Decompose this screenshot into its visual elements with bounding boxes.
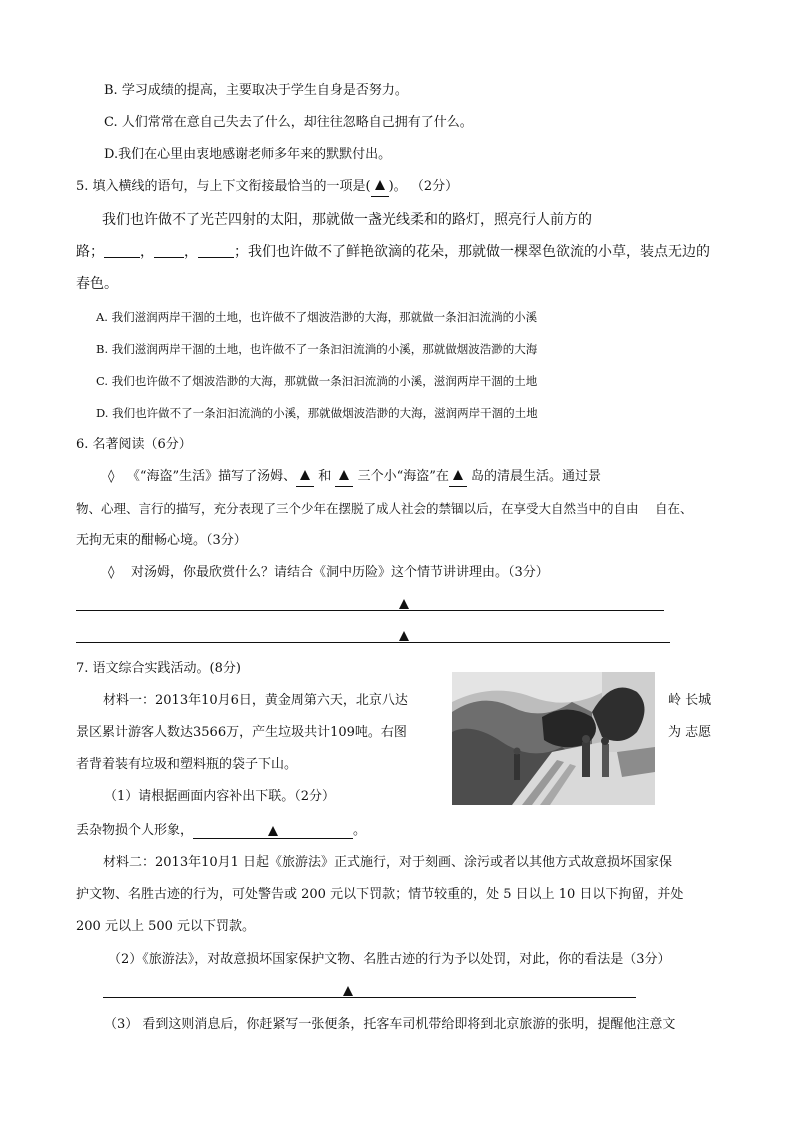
q5-passage-line-1: 我们也许做不了光芒四射的太阳，那就做一盏光线柔和的路灯，照亮行人前方的 xyxy=(102,212,592,228)
q5-blank-3[interactable] xyxy=(198,244,234,258)
q7-part2-answer-line[interactable] xyxy=(103,997,636,998)
q7-title: 7. 语文综合实践活动。(8分) xyxy=(76,661,241,676)
triangle-marker-icon xyxy=(343,986,353,996)
q6-and: 和 xyxy=(318,469,332,484)
q6-title: 6. 名著阅读（6分） xyxy=(76,437,192,452)
q6-sub2 xyxy=(108,564,549,582)
diamond-bullet-icon: ◊ xyxy=(108,469,115,484)
q6-answer-line-2[interactable] xyxy=(76,642,670,643)
q5-sep: ， xyxy=(184,244,198,260)
q5-stem xyxy=(76,178,458,197)
q6-blank-2[interactable] xyxy=(335,468,353,487)
q4-option-c: C. 人们常常在意自己失去了什么，却往往忽略自己拥有了什么。 xyxy=(104,115,473,130)
q5-option-c: C. 我们也许做不了烟波浩渺的大海，那就做一条汩汩流淌的小溪，滋润两岸干涸的土地 xyxy=(96,374,538,388)
q6-blank-3[interactable] xyxy=(449,468,467,487)
q6-sub1-text-c: 岛的清晨生活。通过景 xyxy=(471,469,602,484)
q7-part1-given-line: 丢杂物损个人形象， xyxy=(76,823,194,838)
triangle-marker-icon xyxy=(453,470,463,480)
q6-sub2-text: 对汤姆，你最欣赏什么？请结合《洞中历险》这个情节讲讲理由。（3分） xyxy=(130,565,549,580)
q5-blank-2[interactable] xyxy=(154,244,184,258)
q5-passage-line-2 xyxy=(76,243,710,261)
q6-blank-1[interactable] xyxy=(296,468,314,487)
triangle-marker-icon xyxy=(339,470,349,480)
q5-option-d: D. 我们也许做不了一条汩汩流淌的小溪，那就做烟波浩渺的大海，滋润两岸干涸的土地 xyxy=(96,406,538,420)
q6-sub1-line-3: 无拘无束的酣畅心境。（3分） xyxy=(76,533,247,548)
diamond-bullet-icon: ◊ xyxy=(108,565,115,580)
great-wall-volunteer-photo xyxy=(452,672,655,805)
q7-material1-line-1-right: 岭 长城 xyxy=(668,693,712,708)
q7-material1-line-2-right: 为 志愿 xyxy=(668,725,712,740)
q5-answer-blank[interactable] xyxy=(371,178,389,197)
q4-option-b: B. 学习成绩的提高，主要取决于学生自身是否努力。 xyxy=(104,83,408,98)
q7-part2-prompt: （2）《旅游法》，对故意损坏国家保护文物、名胜古迹的行为予以处罚，对此，你的看法是（3分） xyxy=(108,952,671,967)
q6-sub1-line-2: 物、心理、言行的描写，充分表现了三个少年在摆脱了成人社会的禁锢以后，在享受大自然当中的自由 自在、 xyxy=(76,501,693,516)
q7-material2-line-2: 护文物、名胜古迹的行为，可处警告或 200 元以下罚款；情节较重的，处 5 日以上 10 日以下拘留，并处 xyxy=(76,887,684,902)
triangle-marker-icon xyxy=(375,180,385,190)
q5-sep: ， xyxy=(140,244,154,260)
q5-blank-1[interactable] xyxy=(104,244,140,258)
q5-passage-line-3: 春色。 xyxy=(76,276,118,292)
q6-sub1-text-a: 《“海盗”生活》描写了汤姆、 xyxy=(126,469,297,484)
q7-material2-line-3: 200 元以上 500 元以下罚款。 xyxy=(76,919,256,934)
q6-answer-line-1[interactable] xyxy=(76,610,664,611)
q7-material1-line-2: 景区累计游客人数达3566万，产生垃圾共计109吨。右图 xyxy=(76,725,407,740)
q6-sub1-text-b: 三个小“海盗”在 xyxy=(357,469,449,484)
q7-part1-period: 。 xyxy=(353,823,367,838)
q5-passage-rest: ；我们也许做不了鲜艳欲滴的花朵，那就做一棵翠色欲流的小草，装点无边的 xyxy=(234,244,710,260)
q7-part1-answer-blank[interactable] xyxy=(193,824,353,839)
q5-stem-text: 5. 填入横线的语句，与上下文衔接最恰当的一项是( xyxy=(76,179,371,194)
q7-material1-line-3: 者背着装有垃圾和塑料瓶的袋子下山。 xyxy=(76,757,298,772)
triangle-marker-icon xyxy=(268,826,278,836)
q7-part1-prompt: （1）请根据画面内容补出下联。（2分） xyxy=(104,789,336,804)
q7-part3-prompt: （3） 看到这则消息后，你赶紧写一张便条，托客车司机带给即将到北京旅游的张明，提醒他注意文 xyxy=(104,1017,676,1032)
q5-passage-lead: 路； xyxy=(76,244,104,260)
q7-material1-line-1: 材料一：2013年10月6日，黄金周第六天，北京八达 xyxy=(103,693,408,708)
triangle-marker-icon xyxy=(300,470,310,480)
triangle-marker-icon xyxy=(399,599,409,609)
q7-material2-line-1: 材料二：2013年10月1 日起《旅游法》正式施行，对于刻画、涂污或者以其他方式故意损坏国家保 xyxy=(103,855,673,870)
q5-option-a: A. 我们滋润两岸干涸的土地，也许做不了烟波浩渺的大海，那就做一条汩汩流淌的小溪 xyxy=(96,310,538,324)
q6-sub1-line-1 xyxy=(108,468,601,487)
q5-stem-score: )。 （2分） xyxy=(388,179,459,194)
q5-option-b: B. 我们滋润两岸干涸的土地，也许做不了一条汩汩流淌的小溪，那就做烟波浩渺的大海 xyxy=(96,342,538,356)
triangle-marker-icon xyxy=(399,631,409,641)
q4-option-d: D.我们在心里由衷地感谢老师多年来的默默付出。 xyxy=(104,147,392,162)
q7-part1-answer xyxy=(76,822,366,840)
